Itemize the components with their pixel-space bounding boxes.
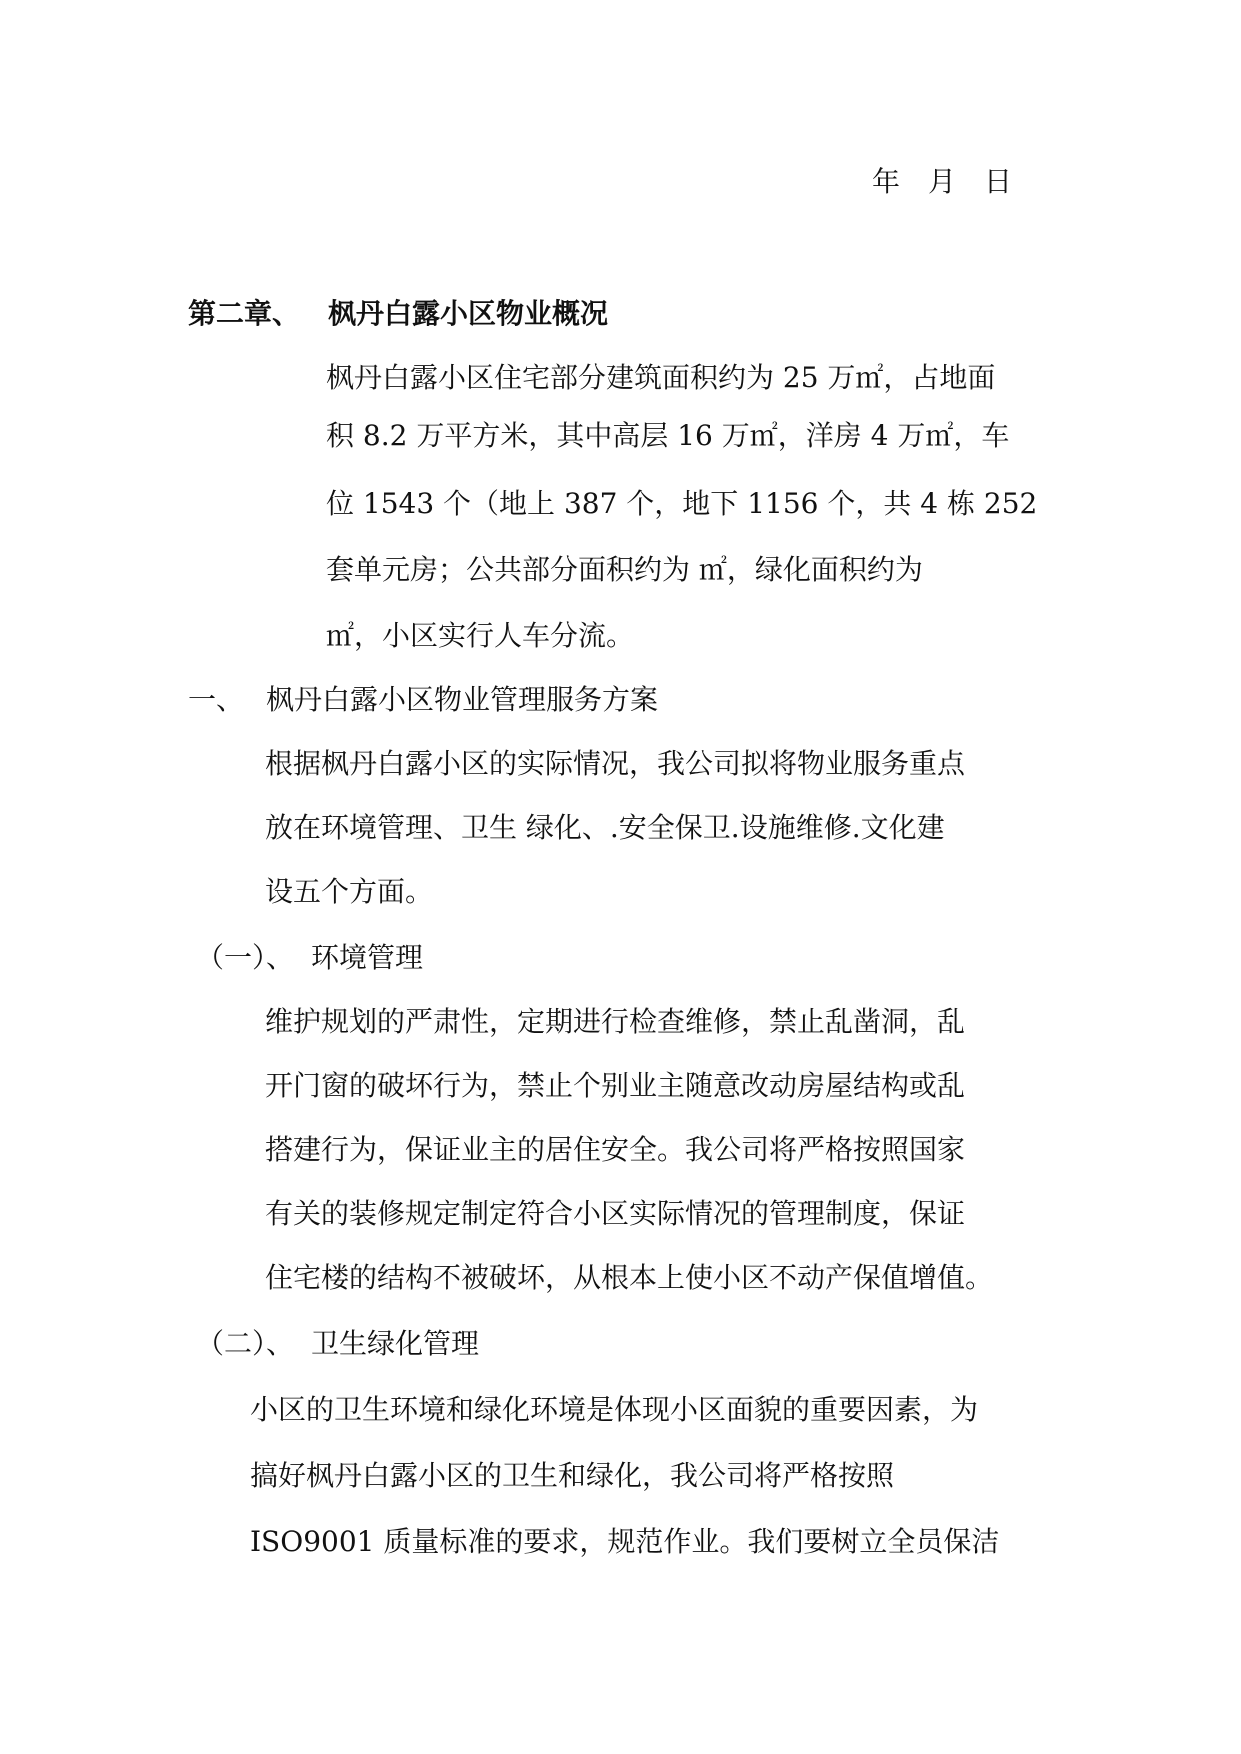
paragraph-line: 搞好枫丹白露小区的卫生和绿化，我公司将严格按照 [250, 1459, 895, 1492]
paragraph-line: 开门窗的破坏行为，禁止个别业主随意改动房屋结构或乱 [265, 1069, 966, 1102]
date-line [872, 162, 1012, 202]
section-number: 一、 [188, 683, 245, 716]
overview-line: 枫丹白露小区住宅部分建筑面积约为 25 万㎡，占地面 [326, 361, 996, 394]
paragraph-line: 放在环境管理、卫生 绿化、.安全保卫.设施维修.文化建 [265, 811, 945, 844]
chapter-title: 枫丹白露小区物业概况 [328, 297, 609, 330]
chapter-number: 第二章、 [188, 297, 301, 330]
paragraph-line: 小区的卫生环境和绿化环境是体现小区面貌的重要因素，为 [250, 1393, 979, 1426]
subsection-heading [196, 938, 423, 978]
overview-line: 套单元房；公共部分面积约为 ㎡，绿化面积约为 [326, 553, 923, 586]
subsection-heading [196, 1324, 479, 1364]
chapter-heading [188, 294, 608, 334]
paragraph-line: 有关的装修规定制定符合小区实际情况的管理制度，保证 [265, 1197, 966, 1230]
subsection-number: （二）、 [196, 1327, 295, 1360]
subsection-title: 环境管理 [311, 941, 424, 974]
section-heading [188, 680, 658, 720]
section-title: 枫丹白露小区物业管理服务方案 [266, 683, 659, 716]
overview-line: 位 1543 个（地上 387 个，地下 1156 个，共 4 栋 252 [326, 487, 1038, 520]
paragraph-line: 维护规划的严肃性，定期进行检查维修，禁止乱凿洞，乱 [265, 1005, 966, 1038]
paragraph-line: 设五个方面。 [265, 875, 434, 908]
overview-line: ㎡，小区实行人车分流。 [326, 619, 635, 652]
overview-line: 积 8.2 万平方米，其中高层 16 万㎡，洋房 4 万㎡，车 [326, 419, 1010, 452]
subsection-title: 卫生绿化管理 [311, 1327, 480, 1360]
paragraph-line: 根据枫丹白露小区的实际情况，我公司拟将物业服务重点 [265, 747, 966, 780]
paragraph-line: 住宅楼的结构不被破坏，从根本上使小区不动产保值增值。 [265, 1261, 994, 1294]
paragraph-line: ISO9001 质量标准的要求，规范作业。我们要树立全员保洁 [250, 1525, 1000, 1558]
subsection-number: （一）、 [196, 941, 295, 974]
date-month: 月 [928, 165, 957, 198]
date-day: 日 [984, 165, 1013, 198]
date-year: 年 [872, 165, 901, 198]
paragraph-line: 搭建行为，保证业主的居住安全。我公司将严格按照国家 [265, 1133, 966, 1166]
